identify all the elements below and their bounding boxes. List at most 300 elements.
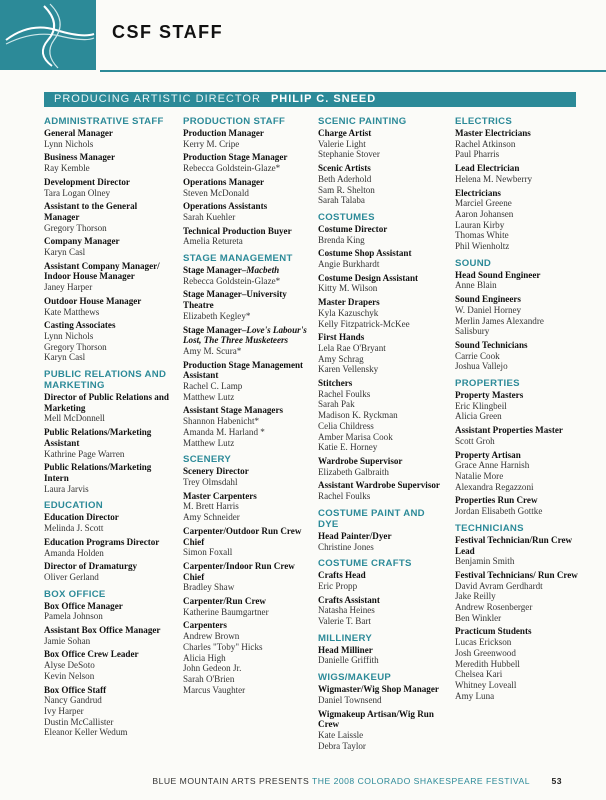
role-title-text: Festival Technicians/ Run Crew	[455, 569, 578, 580]
staff-name: Trey Olmsdahl	[183, 476, 238, 487]
staff-name: Ben Winkler	[455, 612, 502, 623]
role-title-text: Properties Run Crew	[455, 495, 538, 506]
role-group	[44, 261, 169, 293]
role-title	[44, 462, 169, 483]
section-heading: STAGE MANAGEMENT	[183, 253, 293, 265]
role-title-text: Business Manager	[44, 152, 115, 163]
role-title-text: Property Masters	[455, 390, 524, 401]
staff-name: Marciel Greene	[455, 198, 512, 209]
role-title	[318, 273, 443, 284]
section-heading: EDUCATION	[44, 500, 104, 512]
staff-name: Meredith Hubbell	[455, 658, 520, 669]
role-group	[455, 495, 580, 516]
staff-name: Kathrine Page Warren	[44, 448, 125, 459]
staff-name: Elizabeth Kegley*	[183, 310, 251, 321]
role-title	[183, 466, 308, 477]
staff-name: Pamela Johnson	[44, 611, 103, 622]
role-title-text: Master Drapers	[318, 297, 380, 308]
role-group	[318, 332, 443, 375]
staff-section	[44, 369, 169, 494]
role-title-text: Wigmakeup Artisan/Wig Run Crew	[318, 708, 434, 730]
role-title-text: Lead Electrician	[455, 163, 520, 174]
role-group	[44, 649, 169, 681]
role-title-text: Scenic Artists	[318, 163, 371, 174]
role-group	[455, 626, 580, 701]
role-title	[183, 491, 308, 502]
role-title-text: Costume Shop Assistant	[318, 248, 412, 259]
role-title	[455, 450, 580, 461]
staff-section	[455, 523, 580, 702]
role-title-text: Electricians	[455, 187, 501, 198]
role-title	[44, 561, 169, 572]
staff-name: Sarah Kuehler	[183, 211, 236, 222]
role-title-text: Assistant Wardrobe Supervisor	[318, 480, 440, 491]
staff-name: Stephanie Stover	[318, 149, 380, 160]
staff-name: Amy M. Scura*	[183, 345, 242, 356]
role-group	[318, 273, 443, 294]
role-title	[183, 177, 308, 188]
role-group	[183, 265, 308, 286]
role-title-text: Production Stage Manager	[183, 152, 288, 163]
staff-name: Marcus Vaughter	[183, 684, 246, 695]
section-heading: ELECTRICS	[455, 116, 513, 127]
role-title	[455, 626, 580, 637]
role-group	[44, 152, 169, 173]
staff-section	[455, 116, 580, 252]
role-title	[183, 596, 308, 607]
staff-name: Kitty M. Wilson	[318, 283, 378, 294]
role-group	[183, 128, 308, 149]
role-title	[318, 163, 443, 174]
staff-column-3	[318, 116, 443, 757]
role-group	[455, 425, 580, 446]
role-group	[44, 561, 169, 582]
staff-name: Matthew Lutz	[183, 437, 235, 448]
staff-name: Steven McDonald	[183, 187, 249, 198]
staff-column-4	[455, 116, 580, 707]
csf-swoosh-logo-icon	[0, 0, 96, 70]
staff-name: Carrie Cook	[455, 350, 500, 361]
role-title	[318, 709, 443, 730]
staff-section	[183, 253, 308, 448]
role-title-text: Technical Production Buyer	[183, 225, 292, 236]
role-group	[455, 188, 580, 252]
role-group	[183, 491, 308, 523]
role-title-text: Head Sound Engineer	[455, 269, 541, 280]
role-title-text: Master Carpenters	[183, 490, 257, 501]
staff-name: Daniel Townsend	[318, 694, 382, 705]
staff-section	[44, 589, 169, 738]
role-title	[183, 226, 308, 237]
staff-name: Whitney Loveall	[455, 679, 517, 690]
staff-name: Rachel C. Lamp	[183, 381, 243, 392]
staff-name: Alyse DeSoto	[44, 660, 95, 671]
staff-name: Thomas White	[455, 230, 509, 241]
staff-name: Eleanor Keller Wedum	[44, 727, 128, 738]
staff-name: Janey Harper	[44, 282, 93, 293]
role-title	[183, 289, 308, 310]
staff-name: Rebecca Goldstein-Glaze*	[183, 163, 281, 174]
role-group	[183, 177, 308, 198]
staff-name: Benjamin Smith	[455, 556, 515, 567]
production-title: Macbeth	[246, 265, 280, 276]
staff-column-1	[44, 116, 169, 744]
staff-name: Amy Schrag	[318, 353, 364, 364]
page-title: CSF STAFF	[112, 22, 224, 42]
staff-section	[183, 116, 308, 247]
role-title	[318, 645, 443, 656]
staff-name: Lauran Kirby	[455, 219, 505, 230]
staff-name: Christine Jones	[318, 541, 374, 552]
role-group	[183, 325, 308, 357]
staff-name: Nancy Gandrud	[44, 695, 102, 706]
staff-name: Karen Vellensky	[318, 364, 379, 375]
staff-name: Amy Schneider	[183, 512, 240, 523]
role-title-text: Carpenters	[183, 620, 227, 631]
section-heading: BOX OFFICE	[44, 588, 106, 600]
staff-name: Ivy Harper	[44, 705, 84, 716]
staff-name: Bradley Shaw	[183, 582, 235, 593]
staff-name: Lela Rae O'Bryant	[318, 342, 386, 353]
staff-name: Eric Klingbeil	[455, 400, 507, 411]
staff-name: Kyla Kazuschyk	[318, 307, 379, 318]
role-group	[455, 570, 580, 624]
role-title-text: Education Programs Director	[44, 536, 160, 547]
role-title	[44, 261, 169, 282]
role-title	[455, 570, 580, 581]
role-group	[183, 360, 308, 403]
section-heading: TECHNICIANS	[455, 522, 524, 534]
role-group	[318, 480, 443, 501]
role-title-text: Practicum Students	[455, 626, 532, 637]
staff-name: Brenda King	[318, 234, 365, 245]
role-title	[318, 224, 443, 235]
staff-name: Mell McDonnell	[44, 413, 105, 424]
role-title-text: Development Director	[44, 176, 130, 187]
role-title	[318, 378, 443, 389]
role-group	[318, 378, 443, 453]
section-heading: SOUND	[455, 257, 492, 269]
role-group	[44, 685, 169, 739]
staff-name: Rachel Foulks	[318, 388, 371, 399]
staff-name: Andrew Brown	[183, 631, 240, 642]
role-group	[455, 535, 580, 567]
staff-name: Sam R. Shelton	[318, 184, 375, 195]
staff-column-2	[183, 116, 308, 701]
role-title-text: Operations Assistants	[183, 201, 268, 212]
role-group	[183, 466, 308, 487]
footer-festival: THE 2008 COLORADO SHAKESPEARE FESTIVAL	[312, 776, 530, 786]
role-title	[318, 595, 443, 606]
role-group	[44, 201, 169, 233]
role-title	[455, 425, 580, 436]
role-title-text: Public Relations/Marketing Intern	[44, 462, 152, 483]
role-group	[44, 625, 169, 646]
role-title-text: Sound Engineers	[455, 294, 521, 305]
staff-section	[318, 558, 443, 627]
role-title	[455, 535, 580, 556]
header-rule	[100, 70, 606, 72]
staff-name: Lucas Erickson	[455, 637, 512, 648]
staff-section	[318, 508, 443, 552]
staff-name: Sarah O'Brien	[183, 673, 235, 684]
staff-name: Rachel Foulks	[318, 491, 371, 502]
staff-name: Amelia Retureta	[183, 236, 243, 247]
role-group	[455, 450, 580, 493]
role-title	[44, 392, 169, 413]
role-title	[318, 297, 443, 308]
staff-name: Amanda Holden	[44, 547, 104, 558]
staff-name: Alicia High	[183, 652, 226, 663]
role-title	[183, 620, 308, 631]
role-group	[455, 294, 580, 337]
role-title	[44, 201, 169, 222]
role-title-text: Carpenter/Run Crew	[183, 596, 266, 607]
staff-name: Amy Luna	[455, 690, 495, 701]
role-title-text: Operations Manager	[183, 176, 265, 187]
staff-name: Danielle Griffith	[318, 655, 379, 666]
page-footer	[0, 772, 606, 792]
section-heading: PUBLIC RELATIONS AND MARKETING	[44, 369, 167, 392]
role-title	[318, 684, 443, 695]
staff-name: Andrew Rosenberger	[455, 602, 533, 613]
role-group	[44, 512, 169, 533]
role-title-text: First Hands	[318, 332, 365, 343]
role-title-text: Wigmaster/Wig Shop Manager	[318, 684, 439, 695]
role-title-text: Assistant Company Manager/ Indoor House Manager	[44, 260, 160, 282]
section-heading: SCENERY	[183, 454, 232, 466]
role-title-text: Education Director	[44, 512, 119, 523]
production-title: Love's Labour's Lost, The Three Musketeers	[183, 324, 307, 346]
role-title-text: Outdoor House Manager	[44, 295, 142, 306]
section-heading: PRODUCTION STAFF	[183, 116, 286, 127]
role-title	[455, 128, 580, 139]
role-title-text: Box Office Staff	[44, 684, 107, 695]
staff-name: Anne Blain	[455, 280, 497, 291]
staff-name: Alicia Green	[455, 411, 502, 422]
footer-presenter: BLUE MOUNTAIN ARTS PRESENTS	[152, 776, 312, 786]
staff-name: Amanda M. Harland *	[183, 426, 265, 437]
staff-name: John Gedeon Jr.	[183, 663, 242, 674]
role-title-text: Property Artisan	[455, 449, 521, 460]
role-group	[318, 128, 443, 160]
role-title-text: Scenery Director	[183, 466, 249, 477]
role-title-text: Production Manager	[183, 128, 264, 138]
role-group	[318, 297, 443, 329]
staff-name: Helena M. Newberry	[455, 173, 533, 184]
staff-name: Sarah Talaba	[318, 195, 365, 206]
role-group	[318, 531, 443, 552]
role-title-text: Assistant Stage Managers	[183, 405, 284, 416]
role-group	[183, 596, 308, 617]
staff-name: Kelly Fitzpatrick-McKee	[318, 318, 410, 329]
role-title	[318, 456, 443, 467]
section-heading: WIGS/MAKEUP	[318, 672, 392, 684]
staff-name: Celia Childress	[318, 420, 374, 431]
director-band	[44, 92, 576, 107]
staff-name: Jordan Elisabeth Gottke	[455, 506, 543, 517]
staff-name: Gregory Thorson	[44, 222, 107, 233]
staff-section	[318, 116, 443, 206]
role-title	[183, 201, 308, 212]
staff-name: Gregory Thorson	[44, 341, 107, 352]
role-group	[183, 561, 308, 593]
role-group	[318, 248, 443, 269]
role-title-text: Director of Public Relations and Marketing	[44, 392, 169, 413]
role-title-text: Costume Director	[318, 223, 388, 234]
staff-name: Amber Marisa Cook	[318, 431, 393, 442]
role-group	[44, 427, 169, 459]
csf-logo	[0, 0, 96, 70]
role-group	[183, 526, 308, 558]
role-group	[318, 224, 443, 245]
role-title	[318, 248, 443, 259]
role-title-text: Sound Technicians	[455, 339, 528, 350]
role-title	[318, 332, 443, 343]
staff-name: Lynn Nichols	[44, 138, 94, 149]
role-group	[318, 595, 443, 627]
role-title	[183, 128, 308, 139]
role-group	[44, 128, 169, 149]
role-title	[44, 512, 169, 523]
role-group	[455, 390, 580, 422]
role-title-text: Wardrobe Supervisor	[318, 455, 403, 466]
role-title	[183, 152, 308, 163]
role-title-text: Festival Technician/Run Crew Lead	[455, 534, 573, 556]
role-title	[183, 325, 308, 346]
role-group	[455, 270, 580, 291]
staff-name: Katherine Baumgartner	[183, 606, 269, 617]
role-title-text: Casting Associates	[44, 320, 116, 331]
role-title	[183, 405, 308, 416]
staff-section	[44, 500, 169, 582]
role-title-text: Stage Manager–University Theatre	[183, 289, 287, 311]
staff-name: Tara Logan Olney	[44, 187, 111, 198]
role-title	[455, 270, 580, 281]
role-group	[44, 236, 169, 257]
staff-name: Chelsea Kari	[455, 669, 503, 680]
staff-name: Kerry M. Cripe	[183, 138, 240, 149]
staff-name: Jake Reilly	[455, 591, 496, 602]
staff-name: Rachel Atkinson	[455, 138, 516, 149]
staff-section	[44, 116, 169, 363]
staff-name: Simon Foxall	[183, 547, 233, 558]
staff-section	[318, 212, 443, 502]
role-group	[183, 620, 308, 695]
role-group	[44, 537, 169, 558]
staff-name: Dustin McCallister	[44, 716, 114, 727]
role-group	[44, 392, 169, 424]
staff-name: Eric Propp	[318, 580, 358, 591]
role-title	[44, 685, 169, 696]
staff-section	[318, 672, 443, 751]
role-title-text: Costume Design Assistant	[318, 272, 419, 283]
staff-name: Natasha Heines	[318, 605, 375, 616]
role-title-text: Charge Artist	[318, 128, 372, 138]
role-title-text: Master Electricians	[455, 128, 531, 138]
role-group	[44, 296, 169, 317]
role-title	[183, 265, 308, 276]
section-heading: PROPERTIES	[455, 378, 520, 390]
role-title	[318, 570, 443, 581]
staff-name: M. Brett Harris	[183, 501, 239, 512]
staff-name: Aaron Johansen	[455, 208, 514, 219]
role-group	[44, 601, 169, 622]
role-title	[44, 649, 169, 660]
staff-name: Kate Laissle	[318, 729, 364, 740]
role-title	[44, 236, 169, 247]
staff-name: Valerie Light	[318, 138, 366, 149]
footer-text	[152, 776, 530, 786]
director-name: PHILIP C. SNEED	[270, 93, 377, 105]
staff-name: Sarah Pak	[318, 399, 355, 410]
role-group	[44, 320, 169, 363]
role-title-text: Stage Manager–	[183, 265, 247, 276]
staff-name: Beth Aderhold	[318, 173, 372, 184]
staff-name: Scott Groh	[455, 435, 495, 446]
role-title-text: General Manager	[44, 128, 113, 138]
role-title-text: Crafts Head	[318, 570, 366, 581]
role-group	[318, 645, 443, 666]
staff-name: Grace Anne Harnish	[455, 460, 530, 471]
role-title-text: Assistant Properties Master	[455, 425, 563, 436]
staff-name: Katie E. Horney	[318, 442, 378, 453]
role-title	[183, 360, 308, 381]
staff-name: Karyn Casl	[44, 247, 86, 258]
staff-name: Matthew Lutz	[183, 391, 235, 402]
staff-name: Charles "Toby" Hicks	[183, 641, 263, 652]
role-title-text: Stage Manager–	[183, 324, 247, 335]
staff-name: Madison K. Ryckman	[318, 410, 398, 421]
staff-name: Alexandra Regazzoni	[455, 481, 534, 492]
role-title-text: Director of Dramaturgy	[44, 561, 138, 572]
staff-name: Josh Greenwood	[455, 647, 516, 658]
role-title-text: Crafts Assistant	[318, 594, 380, 605]
role-title	[455, 163, 580, 174]
staff-name: Shannon Habenicht*	[183, 416, 260, 427]
role-group	[318, 684, 443, 705]
director-label: PRODUCING ARTISTIC DIRECTOR	[54, 93, 261, 105]
section-heading: COSTUMES	[318, 211, 375, 223]
role-group	[183, 226, 308, 247]
role-group	[318, 456, 443, 477]
role-title	[183, 526, 308, 547]
staff-name: Natalie More	[455, 470, 504, 481]
role-group	[318, 709, 443, 752]
role-group	[455, 340, 580, 372]
staff-section	[455, 378, 580, 517]
role-group	[318, 570, 443, 591]
role-title-text: Company Manager	[44, 236, 120, 247]
staff-name: Karyn Casl	[44, 352, 86, 363]
staff-name: Joshua Vallejo	[455, 361, 508, 372]
staff-name: Ray Kemble	[44, 163, 90, 174]
role-title	[183, 561, 308, 582]
staff-name: Phil Wienholtz	[455, 241, 510, 252]
page-header	[0, 0, 606, 76]
staff-name: Angie Burkhardt	[318, 259, 380, 270]
role-title	[44, 177, 169, 188]
role-group	[183, 405, 308, 448]
role-title-text: Carpenter/Outdoor Run Crew Chief	[183, 525, 302, 547]
role-title	[318, 480, 443, 491]
staff-name: Jamie Sohan	[44, 635, 91, 646]
role-title	[44, 601, 169, 612]
staff-name: Paul Pharris	[455, 149, 500, 160]
staff-section	[455, 258, 580, 372]
role-title	[44, 537, 169, 548]
role-title-text: Head Milliner	[318, 644, 373, 655]
